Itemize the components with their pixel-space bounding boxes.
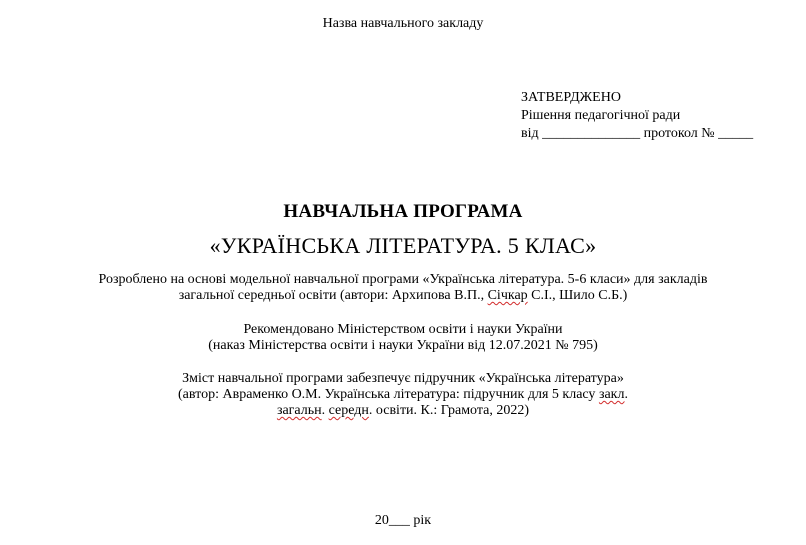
year-line xyxy=(0,514,806,528)
content-line-3 xyxy=(0,403,806,419)
approved-date-protocol xyxy=(521,125,753,143)
year-blank: ___ xyxy=(388,513,410,528)
content-line-2-text: (автор: Авраменко О.М. Українська література: підручник для 5 класу xyxy=(178,387,599,402)
institution-name: Назва навчального закладу xyxy=(322,16,484,31)
document-title: НАВЧАЛЬНА ПРОГРАМА xyxy=(283,201,523,222)
approved-heading: ЗАТВЕРДЖЕНО xyxy=(521,90,621,105)
developed-line-1: Розроблено на основі модельної навчальної програми «Українська література. 5-6 класи» для закладів xyxy=(98,272,708,287)
approved-council: Рішення педагогічної ради xyxy=(521,108,681,123)
spellcheck-word: Січкар xyxy=(487,288,528,303)
developed-line-2-tail: С.І., Шило С.Б.) xyxy=(527,288,628,303)
recommended-line-2: (наказ Міністерства освіти і науки України від 12.07.2021 № 795) xyxy=(208,338,598,353)
content-line-1: Зміст навчальної програми забезпечує підручник «Українська література» xyxy=(182,371,624,386)
recommended-paragraph xyxy=(0,322,806,354)
approved-from-label: від xyxy=(521,126,539,141)
content-line-3-sep: . xyxy=(321,403,329,418)
approved-protocol-label: протокол № xyxy=(643,126,715,141)
developed-line-2 xyxy=(0,288,806,304)
spellcheck-word: закл xyxy=(598,387,625,402)
content-line-3-tail: . освіти. К.: Грамота, 2022) xyxy=(368,403,530,418)
developed-paragraph xyxy=(0,272,806,304)
recommended-line-1: Рекомендовано Міністерством освіти і науки України xyxy=(243,322,563,337)
document-subtitle: «УКРАЇНСЬКА ЛІТЕРАТУРА. 5 КЛАС» xyxy=(209,233,597,258)
content-line-2 xyxy=(0,387,806,403)
approved-protocol-blank: _____ xyxy=(718,126,754,141)
content-line-2-tail: . xyxy=(624,387,628,402)
spellcheck-word: загальн xyxy=(276,403,322,418)
year-suffix: рік xyxy=(409,513,432,528)
spellcheck-word: середн xyxy=(328,403,369,418)
approved-date-blank: ______________ xyxy=(542,126,641,141)
year-prefix: 20 xyxy=(374,513,389,528)
developed-line-2-text: загальної середньої освіти (автори: Архипова В.П., xyxy=(178,288,488,303)
approval-block xyxy=(521,89,753,143)
content-paragraph xyxy=(0,371,806,419)
